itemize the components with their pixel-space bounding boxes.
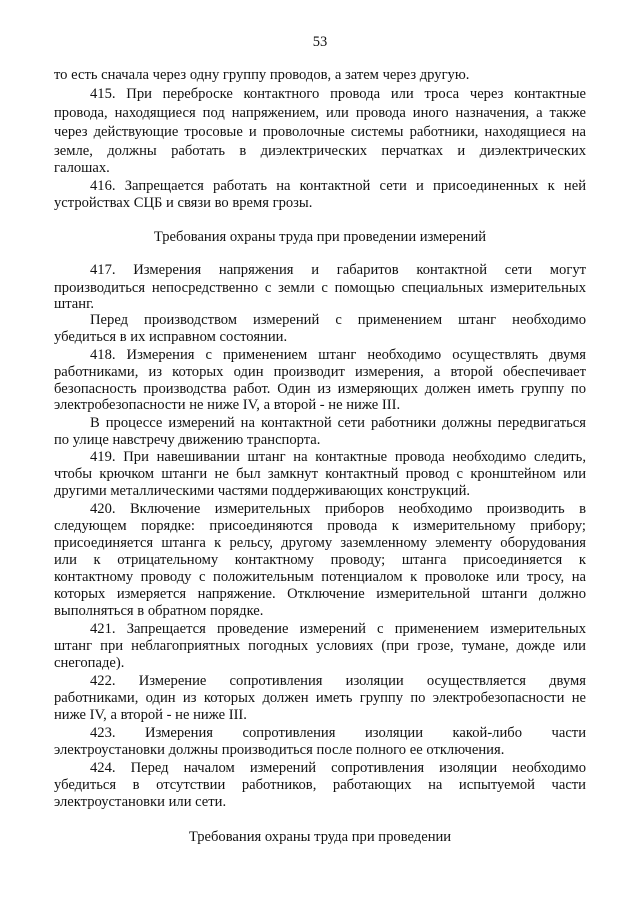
page-number: 53 bbox=[312, 34, 328, 50]
text-line: чтобы крючком штанги не был замкнут контактный провод с кронштейном или bbox=[54, 466, 586, 482]
text-line: производиться непосредственно с земли с помощью специальных измерительных bbox=[54, 280, 586, 296]
text-line: штанг. bbox=[54, 296, 95, 312]
text-line: убедиться в отсутствии работников, работающих на испытуемой части bbox=[54, 777, 586, 793]
text-line: ниже IV, а второй - не ниже III. bbox=[54, 707, 247, 723]
text-line: снегопаде). bbox=[54, 655, 125, 671]
text-line: 415. При переброске контактного провода или троса через контактные bbox=[90, 86, 586, 102]
text-line: работниками, из которых один производит измерения, а второй обеспечивает bbox=[54, 364, 586, 380]
text-line: убедиться в их исправном состоянии. bbox=[54, 329, 288, 345]
text-line: 420. Включение измерительных приборов необходимо производить в bbox=[90, 501, 586, 517]
text-line: работниками, один из которых должен иметь группу по электробезопасности не bbox=[54, 690, 586, 706]
text-line: которых измеряется напряжение. Отключение измерительной штанги должно bbox=[54, 586, 586, 602]
text-line: следующем порядке: присоединяются провода к измерительному прибору; bbox=[54, 518, 586, 534]
text-line: электробезопасности не ниже IV, а второй - не ниже III. bbox=[54, 397, 401, 413]
text-line: выполняться в обратном порядке. bbox=[54, 603, 264, 619]
text-line: то есть сначала через одну группу проводов, а затем через другую. bbox=[54, 67, 470, 83]
text-line: 418. Измерения с применением штанг необходимо осуществлять двумя bbox=[90, 347, 586, 363]
section-heading: Требования охраны труда при проведении bbox=[188, 829, 452, 845]
text-line: В процессе измерений на контактной сети работники должны передвигаться bbox=[90, 415, 586, 431]
text-line: 423. Измерения сопротивления изоляции какой-либо части bbox=[90, 725, 586, 741]
text-line: электроустановки или сети. bbox=[54, 794, 227, 810]
text-line: контактному проводу с положительным потенциалом к проволоке или тросу, на bbox=[54, 569, 586, 585]
text-line: 421. Запрещается проведение измерений с применением измерительных bbox=[90, 621, 586, 637]
text-line: 419. При навешивании штанг на контактные провода необходимо следить, bbox=[90, 449, 586, 465]
text-line: 417. Измерения напряжения и габаритов контактной сети могут bbox=[90, 262, 586, 278]
text-line: через действующие тросовые и проволочные системы работники, находящиеся на bbox=[54, 124, 586, 140]
text-line: присоединяется штанга к рельсу, другому заземленному элементу оборудования bbox=[54, 535, 586, 551]
text-line: устройствах СЦБ и связи во время грозы. bbox=[54, 195, 313, 211]
text-line: электроустановки должны производиться после полного ее отключения. bbox=[54, 742, 505, 758]
text-line: 416. Запрещается работать на контактной сети и присоединенных к ней bbox=[90, 178, 586, 194]
text-line: 424. Перед началом измерений сопротивления изоляции необходимо bbox=[90, 760, 586, 776]
section-heading: Требования охраны труда при проведении измерений bbox=[153, 229, 487, 245]
text-line: штанг при неблагоприятных погодных условиях (при грозе, тумане, дожде или bbox=[54, 638, 586, 654]
text-line: или к отрицательному контактному проводу; штанга присоединяется к bbox=[54, 552, 586, 568]
text-line: Перед производством измерений с применением штанг необходимо bbox=[90, 312, 586, 328]
text-line: провода, находящиеся под напряжением, или провода иного назначения, а также bbox=[54, 105, 586, 121]
text-line: безопасность производства работ. Один из измеряющих должен иметь группу по bbox=[54, 381, 586, 397]
text-line: по улице навстречу движению транспорта. bbox=[54, 432, 321, 448]
text-line: другими металлическими частями поддерживающих конструкций. bbox=[54, 483, 471, 499]
text-line: 422. Измерение сопротивления изоляции осуществляется двумя bbox=[90, 673, 586, 689]
text-line: галошах. bbox=[54, 160, 110, 176]
text-line: земле, должны работать в диэлектрических перчатках и диэлектрических bbox=[54, 143, 586, 159]
